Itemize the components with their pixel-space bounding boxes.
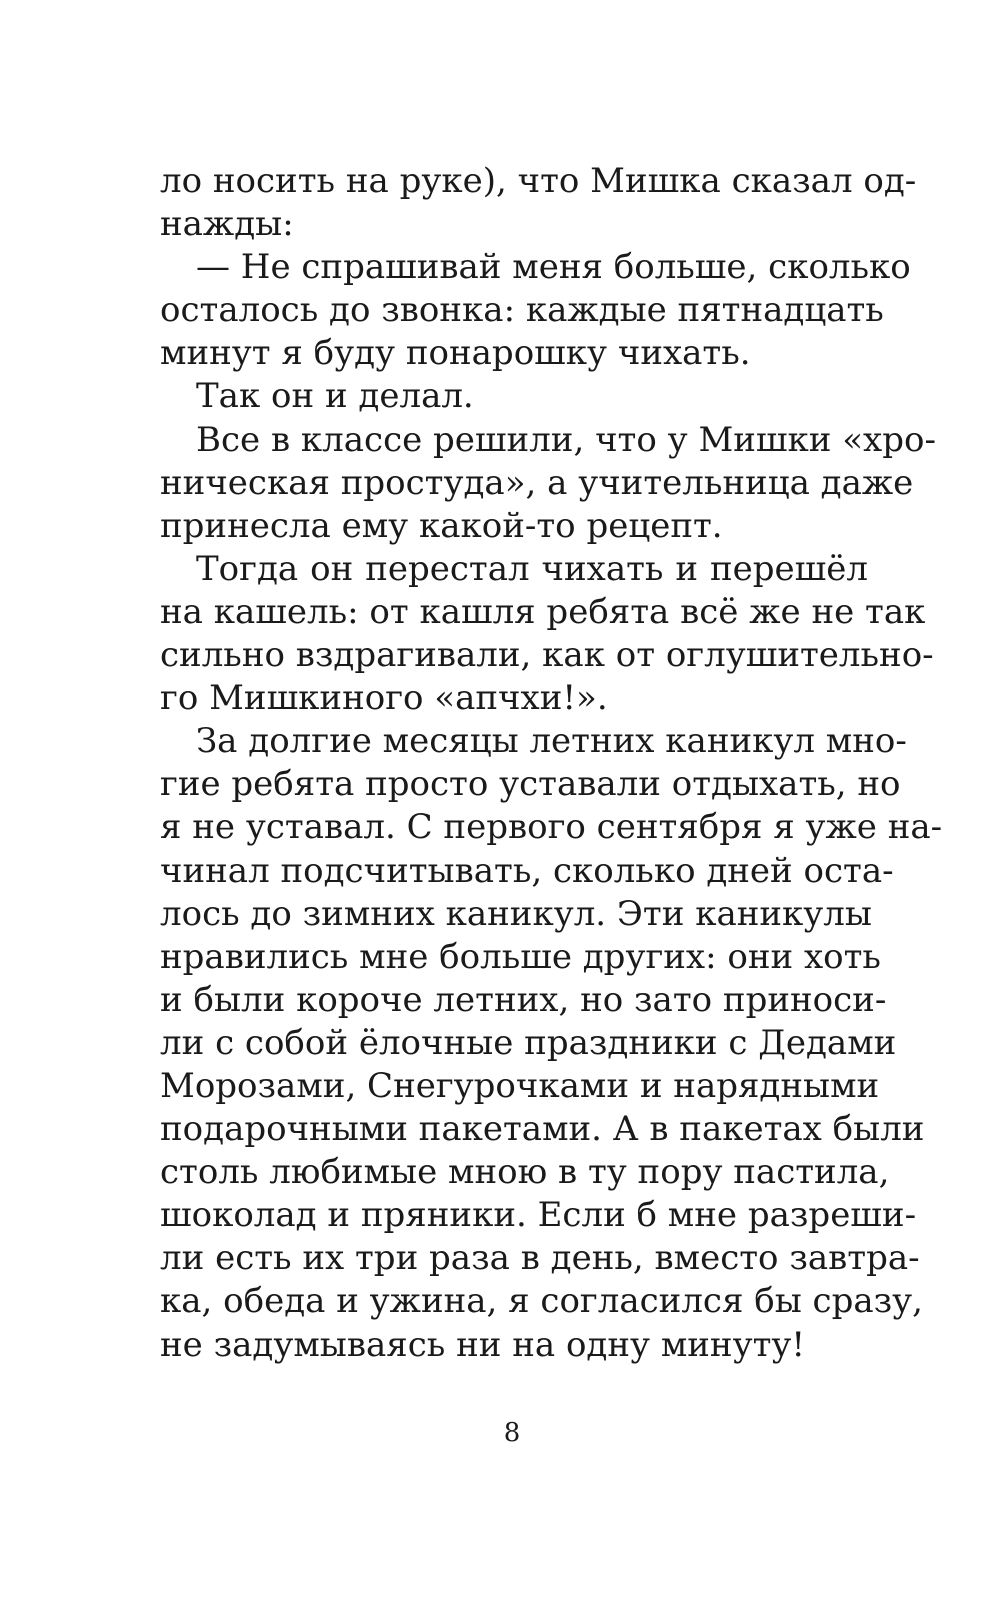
- text-line: го Мишкиного «апчхи!».: [160, 678, 608, 719]
- text-line: и были короче летних, но зато приноси-: [160, 979, 887, 1020]
- text-line: столь любимые мною в ту пору пастила,: [160, 1152, 890, 1193]
- text-line: — Не спрашивай меня больше, сколько: [196, 247, 911, 288]
- text-line: гие ребята просто уставали отдыхать, но: [160, 764, 901, 805]
- text-line: ли с собой ёлочные праздники с Дедами: [160, 1022, 897, 1063]
- text-line: ка, обеда и ужина, я согласился бы сразу,: [160, 1281, 923, 1322]
- text-line: осталось до звонка: каждые пятнадцать: [160, 290, 884, 331]
- text-line: минут я буду понарошку чихать.: [160, 333, 751, 374]
- text-line: сильно вздрагивали, как от оглушительно-: [160, 635, 934, 676]
- text-line: нажды:: [160, 204, 294, 245]
- text-line: Тогда он перестал чихать и перешёл: [196, 548, 868, 589]
- text-line: на кашель: от кашля ребята всё же не так: [160, 591, 926, 632]
- text-line: ло носить на руке), что Мишка сказал од-: [160, 161, 917, 201]
- text-line: подарочными пакетами. А в пакетах были: [160, 1109, 925, 1150]
- text-line: нравились мне больше других: они хоть: [160, 936, 881, 977]
- text-line: я не уставал. С первого сентября я уже на-: [160, 807, 943, 848]
- text-line: принесла ему какой-то рецепт.: [160, 505, 723, 546]
- text-line: Так он и делал.: [196, 376, 474, 417]
- text-line: За долгие месяцы летних каникул мно-: [196, 721, 907, 762]
- text-line: не задумываясь ни на одну минуту!: [160, 1324, 806, 1365]
- text-line: лось до зимних каникул. Эти каникулы: [160, 893, 872, 934]
- page-number: 8: [503, 1418, 521, 1448]
- body-text: [160, 160, 943, 1367]
- text-line: ли есть их три раза в день, вместо завтра-: [160, 1238, 920, 1279]
- text-line: Морозами, Снегурочками и нарядными: [160, 1065, 880, 1106]
- text-line: чинал подсчитывать, сколько дней оста-: [160, 850, 894, 891]
- text-line: шоколад и пряники. Если б мне разреши-: [160, 1195, 917, 1236]
- text-line: ническая простуда», а учительница даже: [160, 462, 914, 503]
- text-line: Все в классе решили, что у Мишки «хро-: [196, 419, 936, 460]
